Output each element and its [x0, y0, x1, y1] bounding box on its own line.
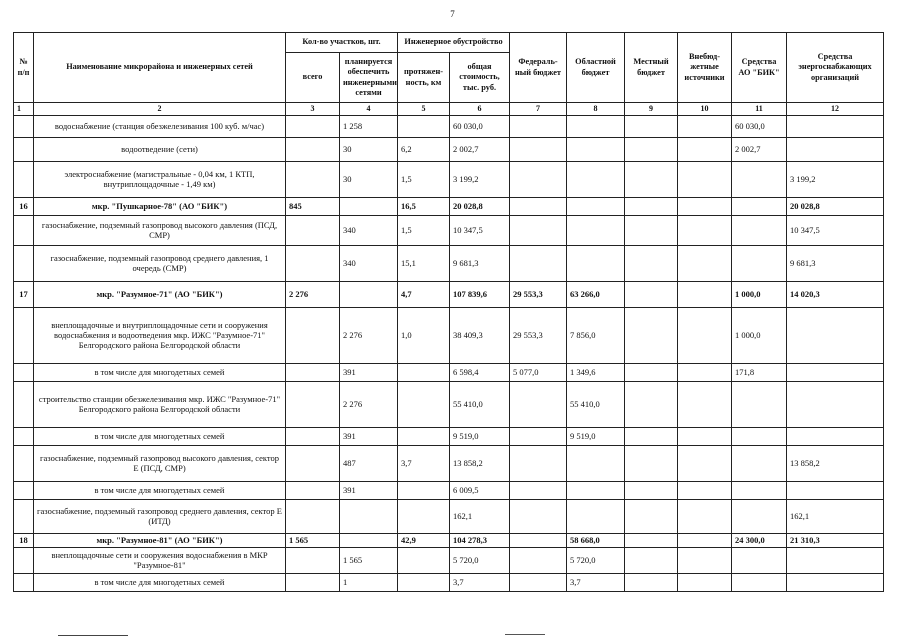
local-cell — [625, 533, 678, 547]
plots-planned-cell: 1 — [340, 573, 398, 591]
regional-cell: 3,7 — [567, 573, 625, 591]
offbudget-cell — [678, 307, 732, 363]
plots-total-cell — [286, 481, 340, 499]
column-index: 2 — [34, 103, 286, 116]
table-body — [14, 115, 884, 591]
local-cell — [625, 115, 678, 137]
header-engineering-group: Инженерное обустройство — [398, 33, 510, 53]
offbudget-cell — [678, 499, 732, 533]
energy-cell — [787, 115, 884, 137]
bik-cell — [732, 381, 787, 427]
row-number — [14, 573, 34, 591]
header-plots-total: всего — [286, 53, 340, 103]
column-index: 1 — [14, 103, 34, 116]
plots-total-cell: 845 — [286, 197, 340, 215]
footer-rule — [505, 634, 545, 635]
column-index: 3 — [286, 103, 340, 116]
header-energy: Средства энергоснабжающих организаций — [787, 33, 884, 103]
offbudget-cell — [678, 573, 732, 591]
offbudget-cell — [678, 427, 732, 445]
table-row-group — [14, 281, 884, 307]
offbudget-cell — [678, 115, 732, 137]
cost-cell: 6 598,4 — [450, 363, 510, 381]
plots-planned-cell — [340, 533, 398, 547]
length-cell — [398, 427, 450, 445]
local-cell — [625, 547, 678, 573]
row-number: 18 — [14, 533, 34, 547]
regional-cell — [567, 215, 625, 245]
length-cell: 16,5 — [398, 197, 450, 215]
cost-cell: 3,7 — [450, 573, 510, 591]
plots-planned-cell: 391 — [340, 481, 398, 499]
energy-cell: 14 020,3 — [787, 281, 884, 307]
federal-cell — [510, 215, 567, 245]
cost-cell: 55 410,0 — [450, 381, 510, 427]
row-name: в том числе для многодетных семей — [34, 363, 286, 381]
energy-cell — [787, 547, 884, 573]
bik-cell — [732, 499, 787, 533]
row-number — [14, 215, 34, 245]
bik-cell — [732, 445, 787, 481]
local-cell — [625, 363, 678, 381]
row-name: строительство станции обезжелезивания мкр. ИЖС "Разумное-71" Белгородского района Белгородской области — [34, 381, 286, 427]
row-number — [14, 363, 34, 381]
length-cell: 1,5 — [398, 215, 450, 245]
row-number — [14, 115, 34, 137]
header-length: протяжен-ность, км — [398, 53, 450, 103]
table-row — [14, 363, 884, 381]
bik-cell — [732, 481, 787, 499]
row-name: в том числе для многодетных семей — [34, 573, 286, 591]
plots-total-cell — [286, 137, 340, 161]
row-name: газоснабжение, подземный газопровод высокого давления, сектор Е (ПСД, СМР) — [34, 445, 286, 481]
plots-planned-cell: 391 — [340, 427, 398, 445]
column-index: 7 — [510, 103, 567, 116]
regional-cell: 5 720,0 — [567, 547, 625, 573]
cost-cell: 104 278,3 — [450, 533, 510, 547]
local-cell — [625, 137, 678, 161]
federal-cell — [510, 533, 567, 547]
table-row — [14, 547, 884, 573]
federal-cell — [510, 481, 567, 499]
header-federal: Федераль-ный бюджет — [510, 33, 567, 103]
cost-cell: 9 681,3 — [450, 245, 510, 281]
row-number — [14, 547, 34, 573]
length-cell — [398, 481, 450, 499]
plots-planned-cell: 2 276 — [340, 381, 398, 427]
plots-planned-cell: 340 — [340, 245, 398, 281]
plots-total-cell: 1 565 — [286, 533, 340, 547]
offbudget-cell — [678, 381, 732, 427]
length-cell — [398, 499, 450, 533]
local-cell — [625, 573, 678, 591]
offbudget-cell — [678, 547, 732, 573]
cost-cell: 13 858,2 — [450, 445, 510, 481]
local-cell — [625, 281, 678, 307]
bik-cell: 2 002,7 — [732, 137, 787, 161]
cost-cell: 60 030,0 — [450, 115, 510, 137]
energy-cell: 20 028,8 — [787, 197, 884, 215]
regional-cell: 55 410,0 — [567, 381, 625, 427]
length-cell: 15,1 — [398, 245, 450, 281]
regional-cell — [567, 499, 625, 533]
regional-cell: 63 266,0 — [567, 281, 625, 307]
energy-cell — [787, 573, 884, 591]
regional-cell — [567, 197, 625, 215]
energy-cell — [787, 381, 884, 427]
row-name: водоотведение (сети) — [34, 137, 286, 161]
cost-cell: 9 519,0 — [450, 427, 510, 445]
table-row-group — [14, 197, 884, 215]
row-name: водоснабжение (станция обезжелезивания 100 куб. м/час) — [34, 115, 286, 137]
offbudget-cell — [678, 445, 732, 481]
table-row — [14, 381, 884, 427]
offbudget-cell — [678, 137, 732, 161]
plots-planned-cell — [340, 499, 398, 533]
table-row — [14, 481, 884, 499]
header-plots-group: Кол-во участков, шт. — [286, 33, 398, 53]
length-cell: 6,2 — [398, 137, 450, 161]
cost-cell: 2 002,7 — [450, 137, 510, 161]
federal-cell: 29 553,3 — [510, 281, 567, 307]
energy-cell — [787, 307, 884, 363]
plots-total-cell — [286, 427, 340, 445]
regional-cell: 7 856,0 — [567, 307, 625, 363]
plots-total-cell — [286, 215, 340, 245]
local-cell — [625, 307, 678, 363]
plots-planned-cell — [340, 197, 398, 215]
federal-cell — [510, 381, 567, 427]
table-row — [14, 307, 884, 363]
federal-cell — [510, 445, 567, 481]
table-row — [14, 137, 884, 161]
header-bik: Средства АО "БИК" — [732, 33, 787, 103]
row-number — [14, 245, 34, 281]
local-cell — [625, 245, 678, 281]
energy-cell: 13 858,2 — [787, 445, 884, 481]
table-row — [14, 445, 884, 481]
row-number — [14, 481, 34, 499]
bik-cell — [732, 573, 787, 591]
bik-cell — [732, 245, 787, 281]
column-index: 4 — [340, 103, 398, 116]
plots-planned-cell — [340, 281, 398, 307]
plots-planned-cell: 1 565 — [340, 547, 398, 573]
column-index: 11 — [732, 103, 787, 116]
federal-cell — [510, 197, 567, 215]
length-cell: 1,0 — [398, 307, 450, 363]
federal-cell: 5 077,0 — [510, 363, 567, 381]
bik-cell: 171,8 — [732, 363, 787, 381]
plots-total-cell — [286, 499, 340, 533]
plots-planned-cell: 1 258 — [340, 115, 398, 137]
plots-planned-cell: 2 276 — [340, 307, 398, 363]
offbudget-cell — [678, 281, 732, 307]
length-cell — [398, 547, 450, 573]
length-cell — [398, 363, 450, 381]
row-name: мкр. "Разумное-81" (АО "БИК") — [34, 533, 286, 547]
table-row — [14, 427, 884, 445]
row-name: в том числе для многодетных семей — [34, 427, 286, 445]
offbudget-cell — [678, 363, 732, 381]
cost-cell: 6 009,5 — [450, 481, 510, 499]
plots-total-cell — [286, 245, 340, 281]
local-cell — [625, 499, 678, 533]
row-name: газоснабжение, подземный газопровод среднего давления, сектор Е (ИТД) — [34, 499, 286, 533]
local-cell — [625, 381, 678, 427]
plots-planned-cell: 391 — [340, 363, 398, 381]
row-number — [14, 381, 34, 427]
row-name: внеплощадочные сети и сооружения водоснабжения в МКР "Разумное-81" — [34, 547, 286, 573]
regional-cell — [567, 445, 625, 481]
offbudget-cell — [678, 533, 732, 547]
column-index: 6 — [450, 103, 510, 116]
offbudget-cell — [678, 161, 732, 197]
plots-total-cell — [286, 445, 340, 481]
federal-cell — [510, 427, 567, 445]
bik-cell — [732, 427, 787, 445]
column-index: 12 — [787, 103, 884, 116]
federal-cell — [510, 573, 567, 591]
length-cell: 3,7 — [398, 445, 450, 481]
local-cell — [625, 197, 678, 215]
header-num: № п/п — [14, 33, 34, 103]
row-number — [14, 499, 34, 533]
local-cell — [625, 427, 678, 445]
header-cost: общая стоимость, тыс. руб. — [450, 53, 510, 103]
row-name: мкр. "Разумное-71" (АО "БИК") — [34, 281, 286, 307]
bik-cell: 1 000,0 — [732, 307, 787, 363]
federal-cell — [510, 115, 567, 137]
cost-cell: 162,1 — [450, 499, 510, 533]
regional-cell: 1 349,6 — [567, 363, 625, 381]
budget-table — [13, 32, 884, 592]
length-cell: 1,5 — [398, 161, 450, 197]
plots-planned-cell: 340 — [340, 215, 398, 245]
bik-cell: 1 000,0 — [732, 281, 787, 307]
plots-total-cell — [286, 363, 340, 381]
regional-cell — [567, 481, 625, 499]
cost-cell: 38 409,3 — [450, 307, 510, 363]
plots-total-cell — [286, 161, 340, 197]
row-number — [14, 445, 34, 481]
table-row — [14, 215, 884, 245]
bik-cell — [732, 197, 787, 215]
bik-cell — [732, 547, 787, 573]
row-number — [14, 137, 34, 161]
plots-planned-cell: 487 — [340, 445, 398, 481]
row-number — [14, 161, 34, 197]
regional-cell — [567, 161, 625, 197]
length-cell — [398, 115, 450, 137]
table-row — [14, 573, 884, 591]
offbudget-cell — [678, 245, 732, 281]
energy-cell — [787, 137, 884, 161]
local-cell — [625, 161, 678, 197]
plots-total-cell — [286, 547, 340, 573]
plots-total-cell — [286, 307, 340, 363]
column-index: 10 — [678, 103, 732, 116]
cost-cell: 3 199,2 — [450, 161, 510, 197]
length-cell: 4,7 — [398, 281, 450, 307]
federal-cell — [510, 547, 567, 573]
header-name: Наименование микрорайона и инженерных сетей — [34, 33, 286, 103]
column-index-row — [14, 103, 884, 116]
header-offbudget: Внебюд-жетные источники — [678, 33, 732, 103]
row-name: газоснабжение, подземный газопровод среднего давления, 1 очередь (СМР) — [34, 245, 286, 281]
cost-cell: 20 028,8 — [450, 197, 510, 215]
cost-cell: 5 720,0 — [450, 547, 510, 573]
page-number: 7 — [450, 9, 455, 19]
energy-cell: 21 310,3 — [787, 533, 884, 547]
energy-cell — [787, 481, 884, 499]
row-name: в том числе для многодетных семей — [34, 481, 286, 499]
header-regional: Областной бюджет — [567, 33, 625, 103]
energy-cell: 3 199,2 — [787, 161, 884, 197]
row-name: газоснабжение, подземный газопровод высокого давления (ПСД, СМР) — [34, 215, 286, 245]
regional-cell — [567, 137, 625, 161]
federal-cell — [510, 161, 567, 197]
local-cell — [625, 445, 678, 481]
row-number — [14, 307, 34, 363]
energy-cell — [787, 363, 884, 381]
plots-total-cell — [286, 573, 340, 591]
regional-cell: 9 519,0 — [567, 427, 625, 445]
federal-cell — [510, 499, 567, 533]
offbudget-cell — [678, 215, 732, 245]
table-row — [14, 115, 884, 137]
bik-cell — [732, 161, 787, 197]
row-number: 17 — [14, 281, 34, 307]
federal-cell: 29 553,3 — [510, 307, 567, 363]
energy-cell — [787, 427, 884, 445]
table-row-group — [14, 533, 884, 547]
row-name: электроснабжение (магистральные - 0,04 км, 1 КТП, внутриплощадочные - 1,49 км) — [34, 161, 286, 197]
local-cell — [625, 481, 678, 499]
row-name: внеплощадочные и внутриплощадочные сети и сооружения водоснабжения и водоотведения мкр. ИЖС "Разумное-71" Белгородского района Белгородской области — [34, 307, 286, 363]
table-row — [14, 161, 884, 197]
length-cell: 42,9 — [398, 533, 450, 547]
length-cell — [398, 381, 450, 427]
energy-cell: 162,1 — [787, 499, 884, 533]
plots-planned-cell: 30 — [340, 161, 398, 197]
row-number: 16 — [14, 197, 34, 215]
bik-cell — [732, 215, 787, 245]
header-plots-planned: планируется обеспечить инженерными сетями — [340, 53, 398, 103]
row-name: мкр. "Пушкарное-78" (АО "БИК") — [34, 197, 286, 215]
table-row — [14, 499, 884, 533]
offbudget-cell — [678, 197, 732, 215]
regional-cell: 58 668,0 — [567, 533, 625, 547]
footer-rule — [58, 635, 128, 636]
row-number — [14, 427, 34, 445]
federal-cell — [510, 137, 567, 161]
energy-cell: 9 681,3 — [787, 245, 884, 281]
plots-total-cell — [286, 381, 340, 427]
length-cell — [398, 573, 450, 591]
header-local: Местный бюджет — [625, 33, 678, 103]
plots-planned-cell: 30 — [340, 137, 398, 161]
local-cell — [625, 215, 678, 245]
offbudget-cell — [678, 481, 732, 499]
column-index: 9 — [625, 103, 678, 116]
cost-cell: 107 839,6 — [450, 281, 510, 307]
column-index: 8 — [567, 103, 625, 116]
federal-cell — [510, 245, 567, 281]
column-index: 5 — [398, 103, 450, 116]
regional-cell — [567, 115, 625, 137]
table-row — [14, 245, 884, 281]
bik-cell: 60 030,0 — [732, 115, 787, 137]
plots-total-cell — [286, 115, 340, 137]
bik-cell: 24 300,0 — [732, 533, 787, 547]
cost-cell: 10 347,5 — [450, 215, 510, 245]
regional-cell — [567, 245, 625, 281]
energy-cell: 10 347,5 — [787, 215, 884, 245]
plots-total-cell: 2 276 — [286, 281, 340, 307]
